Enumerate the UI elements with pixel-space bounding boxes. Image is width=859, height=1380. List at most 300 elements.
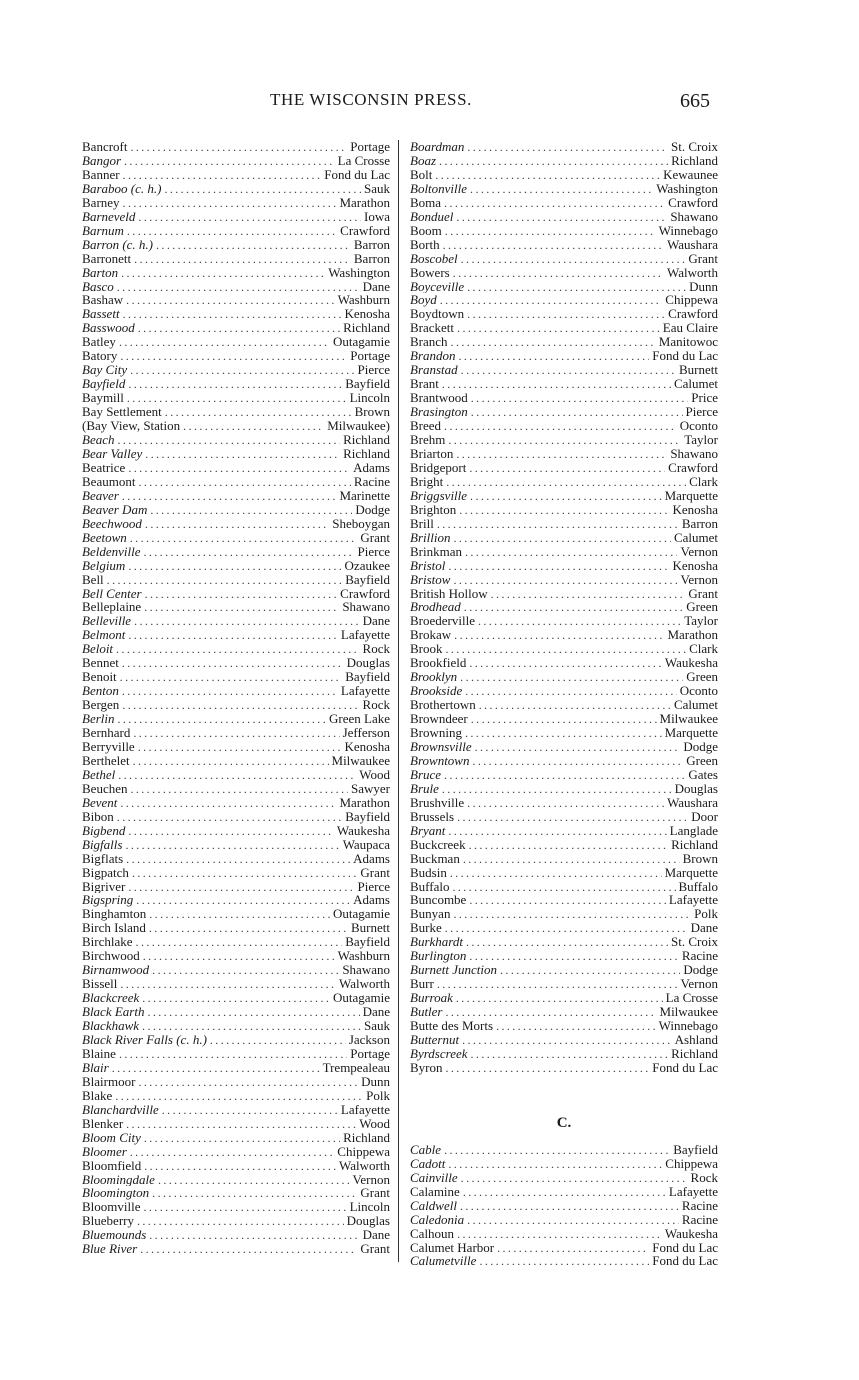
dot-leader [138,322,340,335]
dot-leader [469,657,662,670]
dot-leader [456,448,667,461]
place-name: Birch Island [82,921,146,936]
county-name: Crawford [340,586,390,601]
county-name: Douglas [674,781,718,796]
county-name: Waushara [667,795,718,810]
gazetteer-entry [82,1242,390,1256]
place-name: Bloomingdale [82,1172,155,1187]
county-name: Outagamie [332,335,390,350]
county-name: Vernon [680,572,718,587]
dot-leader [445,225,656,238]
gazetteer-entry [410,726,718,740]
gazetteer-entry [82,1200,390,1214]
county-name: Lafayette [668,893,718,908]
gazetteer-entry [82,796,390,810]
place-name: Brant [410,377,439,392]
county-name: Crawford [668,307,718,322]
county-name: Grant [360,865,390,880]
place-name: Brillion [410,530,451,545]
place-name: Bibon [82,809,114,824]
gazetteer-entry [410,670,718,684]
county-name: Buffalo [678,879,718,894]
gazetteer-entry [82,321,390,335]
county-name: Brown [354,405,390,420]
gazetteer-entry [82,838,390,852]
dot-leader [120,797,336,810]
place-name: Brantwood [410,391,468,406]
county-name: Bayfield [345,377,390,392]
county-name: Jefferson [342,726,390,740]
dot-leader [454,629,664,642]
place-name: Breed [410,419,442,434]
gazetteer-entry [82,824,390,838]
gazetteer-entry [410,935,718,949]
place-name: Calumet Harbor [410,1240,495,1255]
dot-leader [123,197,337,210]
place-name: Browning [410,726,462,740]
dot-leader [117,434,340,447]
county-name: Dane [362,614,390,629]
place-name: Barneveld [82,209,136,224]
place-name: Brothertown [410,698,476,713]
dot-leader [145,448,340,461]
county-name: Washington [656,181,718,196]
dot-leader [122,699,359,712]
left-column [82,140,390,1256]
gazetteer-entry [410,293,718,307]
dot-leader [478,615,681,628]
county-name: Lincoln [349,391,390,406]
place-name: (Bay View, Station [82,419,181,434]
dot-leader [457,811,688,824]
county-name: Barron [681,516,718,531]
gazetteer-entry [82,768,390,782]
gazetteer-entry [82,893,390,907]
county-name: Marinette [339,488,390,503]
county-name: Sauk [364,1019,390,1033]
county-name: Dodge [683,739,718,754]
place-name: Birchlake [82,935,133,950]
dot-leader [453,908,691,921]
gazetteer-entry [82,1089,390,1103]
dot-leader [127,225,337,238]
place-name: Bristol [410,558,446,573]
place-name: Blenker [82,1116,124,1131]
gazetteer-entry [410,433,718,447]
place-name: Bolt [410,167,433,182]
county-name: Door [691,809,718,824]
place-name: Bennet [82,656,119,671]
gazetteer-entry [82,335,390,349]
dot-leader [446,1062,650,1075]
county-name: Waukesha [664,656,718,671]
dot-leader [472,755,683,768]
dot-leader [491,588,686,601]
county-name: Burnett [679,363,718,378]
county-name: Racine [353,474,390,489]
dot-leader [123,308,342,321]
gazetteer-entry [82,1047,390,1061]
gazetteer-entry [410,824,718,838]
dot-leader [445,922,688,935]
gazetteer-entry [410,503,718,517]
gazetteer-entry [410,140,718,154]
place-name: Blair [82,1060,109,1075]
dot-leader [479,1255,649,1268]
gazetteer-entry [82,726,390,740]
place-name: Calhoun [410,1226,455,1241]
dot-leader [465,546,677,559]
dot-leader [467,141,668,154]
place-name: Butternut [410,1033,460,1047]
county-name: Rock [362,698,390,713]
dot-leader [138,1076,358,1089]
place-name: Bear Valley [82,446,143,461]
dot-leader [134,253,351,266]
gazetteer-entry [82,503,390,517]
gazetteer-entry [82,461,390,475]
place-name: Blake [82,1088,113,1103]
dot-leader [466,936,668,949]
gazetteer-entry [410,587,718,601]
county-name: Portage [350,1046,390,1061]
place-name: Brookfield [410,656,467,671]
place-name: Buncombe [410,893,467,908]
place-name: Brule [410,781,439,796]
gazetteer-entry [410,391,718,405]
county-name: Bayfield [345,572,390,587]
gazetteer-entry [82,1005,390,1019]
county-name: Portage [350,140,390,154]
place-name: Brasington [410,405,468,420]
dot-leader [123,169,322,182]
gazetteer-entry [82,280,390,294]
gazetteer-entry [410,1199,718,1213]
dot-leader [144,601,339,614]
county-name: La Crosse [665,991,718,1006]
county-name: Richland [343,446,390,461]
county-name: Langlade [669,823,718,838]
place-name: Bigflats [82,851,124,866]
gazetteer-entry [410,1157,718,1171]
dot-leader [448,825,666,838]
gazetteer-entry [82,196,390,210]
place-name: Beldenville [82,544,141,559]
gazetteer-entry [410,963,718,977]
county-name: Crawford [668,195,718,210]
gazetteer-entry [82,1117,390,1131]
place-name: Brooklyn [410,670,458,685]
place-name: Beach [82,433,115,447]
place-name: Bell [82,572,104,587]
place-name: Bridgeport [410,460,467,475]
dot-leader [461,364,676,377]
place-name: Baymill [82,391,124,406]
gazetteer-entry [82,810,390,824]
dot-leader [465,727,662,740]
dot-leader [144,1132,340,1145]
place-name: Blackcreek [82,991,140,1006]
page-number: 665 [680,90,710,112]
dot-leader [210,1034,346,1047]
place-name: Bright [410,474,444,489]
place-name: Boaz [410,153,436,168]
dot-leader [126,1118,356,1131]
place-name: Beuchen [82,781,128,796]
county-name: Waukesha [664,1226,718,1241]
county-name: Sauk [364,181,390,196]
gazetteer-entry [82,531,390,545]
county-name: Trempealeau [322,1060,390,1075]
gazetteer-entry [82,475,390,489]
place-name: Cadott [410,1156,446,1171]
gazetteer-entry [410,852,718,866]
gazetteer-entry [82,1075,390,1089]
county-name: Chippewa [337,1144,390,1159]
county-name: Racine [681,949,718,964]
gazetteer-entry [410,280,718,294]
dot-leader [448,1158,662,1171]
dot-leader [143,546,354,559]
place-name: Black Earth [82,1005,145,1020]
county-name: Wood [359,767,390,782]
county-name: Dunn [689,279,718,294]
gazetteer-entry [410,210,718,224]
county-name: Adams [353,460,390,475]
gazetteer-entry [82,963,390,977]
place-name: Benoit [82,670,117,685]
county-name: Kenosha [672,502,718,517]
place-name: Boyceville [410,279,465,294]
county-name: Milwaukee) [327,419,390,434]
place-name: Beetown [82,530,127,545]
place-name: Broederville [410,614,475,629]
dot-leader [440,294,663,307]
dot-leader [461,253,686,266]
place-name: Bancroft [82,140,128,154]
gazetteer-entry [410,224,718,238]
county-name: Wood [359,1116,390,1131]
dot-leader [437,518,679,531]
place-name: Bashaw [82,293,124,308]
dot-leader [130,141,347,154]
county-name: Racine [681,1198,718,1213]
county-name: Marathon [667,628,718,643]
county-name: Ashland [674,1033,718,1047]
gazetteer-entry [82,698,390,712]
gazetteer-entry [410,740,718,754]
place-name: Belleplaine [82,600,142,615]
place-name: Briarton [410,446,454,461]
dot-leader [136,894,350,907]
county-name: Adams [353,851,390,866]
dot-leader [461,1172,688,1185]
place-name: Birnamwood [82,963,150,978]
dot-leader [145,518,329,531]
gazetteer-entry [82,1033,390,1047]
county-name: Waupaca [342,837,390,852]
place-name: Bristow [410,572,451,587]
place-name: Butte des Morts [410,1019,494,1033]
dot-leader [442,783,672,796]
place-name: Bay Settlement [82,405,162,420]
place-name: Basco [82,279,114,294]
county-name: Vernon [680,977,718,992]
gazetteer-entry [410,1019,718,1033]
place-name: Banner [82,167,120,182]
county-name: Price [691,391,718,406]
place-name: Bigfalls [82,837,123,852]
place-name: Bergen [82,698,120,713]
gazetteer-entry [82,670,390,684]
county-name: Ozaukee [344,558,390,573]
gazetteer-entry [82,656,390,670]
gazetteer-entry [410,419,718,433]
county-name: Green [686,753,718,768]
place-name: Buckcreek [410,837,466,852]
county-name: Fond du Lac [652,349,718,364]
dot-leader [149,908,330,921]
dot-leader [156,239,351,252]
dot-leader [138,741,342,754]
county-name: Shawano [670,446,718,461]
gazetteer-entry [410,796,718,810]
dot-leader [467,1214,679,1227]
gazetteer-entry [82,991,390,1005]
gazetteer-entry [410,628,718,642]
county-name: Iowa [364,209,390,224]
county-name: Bayfield [345,809,390,824]
county-name: Grant [688,586,718,601]
place-name: Bloom City [82,1130,141,1145]
dot-leader [119,1048,347,1061]
place-name: Brinkman [410,544,462,559]
right-column [410,140,718,1268]
place-name: Belmont [82,628,126,643]
place-name: Boom [410,223,442,238]
place-name: Bowers [410,265,450,280]
county-name: Grant [360,1242,390,1257]
dot-leader [118,769,356,782]
gazetteer-entry [82,949,390,963]
gazetteer-entry [82,740,390,754]
dot-leader [117,811,342,824]
gazetteer-entry [82,433,390,447]
place-name: Bangor [82,153,121,168]
county-name: Fond du Lac [652,1240,718,1255]
dot-leader [451,336,656,349]
dot-leader [152,1187,357,1200]
county-name: Winnebago [658,1019,718,1033]
gazetteer-entry [82,866,390,880]
county-name: Washburn [337,293,390,308]
dot-leader [500,964,680,977]
dot-leader [149,1229,359,1242]
place-name: Beaumont [82,474,136,489]
gazetteer-entry [82,573,390,587]
gazetteer-entry [410,1047,718,1061]
gazetteer-entry [410,1033,718,1047]
gazetteer-entry [410,1213,718,1227]
dot-leader [469,462,665,475]
gazetteer-entry [410,921,718,935]
county-name: Douglas [346,656,390,671]
dot-leader [162,1104,338,1117]
dot-leader [142,1020,361,1033]
dot-leader [444,420,677,433]
county-name: Richland [671,153,718,168]
place-name: Bevent [82,795,118,810]
county-name: Bayfield [345,935,390,950]
dot-leader [453,532,671,545]
place-name: Caldwell [410,1198,457,1213]
place-name: Baraboo (c. h.) [82,181,162,196]
county-name: Winnebago [658,223,718,238]
place-name: Caledonia [410,1212,465,1227]
section-heading: C. [556,1114,572,1131]
county-name: Oconto [679,419,718,434]
county-name: Taylor [684,614,718,629]
county-name: La Crosse [337,153,390,168]
place-name: Brighton [410,502,457,517]
gazetteer-entry [82,1228,390,1242]
county-name: Portage [350,349,390,364]
gazetteer-entry [410,782,718,796]
gazetteer-entry [82,1173,390,1187]
gazetteer-entry [410,684,718,698]
dot-leader [467,281,686,294]
gazetteer-entry [410,614,718,628]
place-name: Boltonville [410,181,468,196]
gazetteer-entry [82,1019,390,1033]
dot-leader [467,797,664,810]
county-name: Fond du Lac [652,1254,718,1269]
gazetteer-entry [410,600,718,614]
gazetteer-entry [410,991,718,1005]
county-name: Marquette [664,726,718,740]
county-name: Green [686,670,718,685]
place-name: Bloomer [82,1144,127,1159]
county-name: Marathon [339,195,390,210]
county-name: Chippewa [665,293,718,308]
county-name: Polk [366,1088,390,1103]
gazetteer-entry [82,1061,390,1075]
dot-leader [121,267,325,280]
gazetteer-entry [410,893,718,907]
place-name: Cainville [410,1170,458,1185]
gazetteer-entry [410,489,718,503]
place-name: Brussels [410,809,455,824]
county-name: Richland [671,837,718,852]
dot-leader [138,476,350,489]
place-name: Budsin [410,865,447,880]
gazetteer-entry [82,935,390,949]
county-name: Crawford [340,223,390,238]
dot-leader [142,992,330,1005]
dot-leader [448,434,681,447]
place-name: Brushville [410,795,465,810]
gazetteer-entry [410,810,718,824]
county-name: Gates [688,767,718,782]
dot-leader [136,936,343,949]
dot-leader [133,755,329,768]
gazetteer-entry [410,1227,718,1241]
page-header [80,90,720,116]
dot-leader [150,504,352,517]
dot-leader [460,671,683,684]
place-name: Black River Falls (c. h.) [82,1033,207,1047]
dot-leader [122,490,337,503]
